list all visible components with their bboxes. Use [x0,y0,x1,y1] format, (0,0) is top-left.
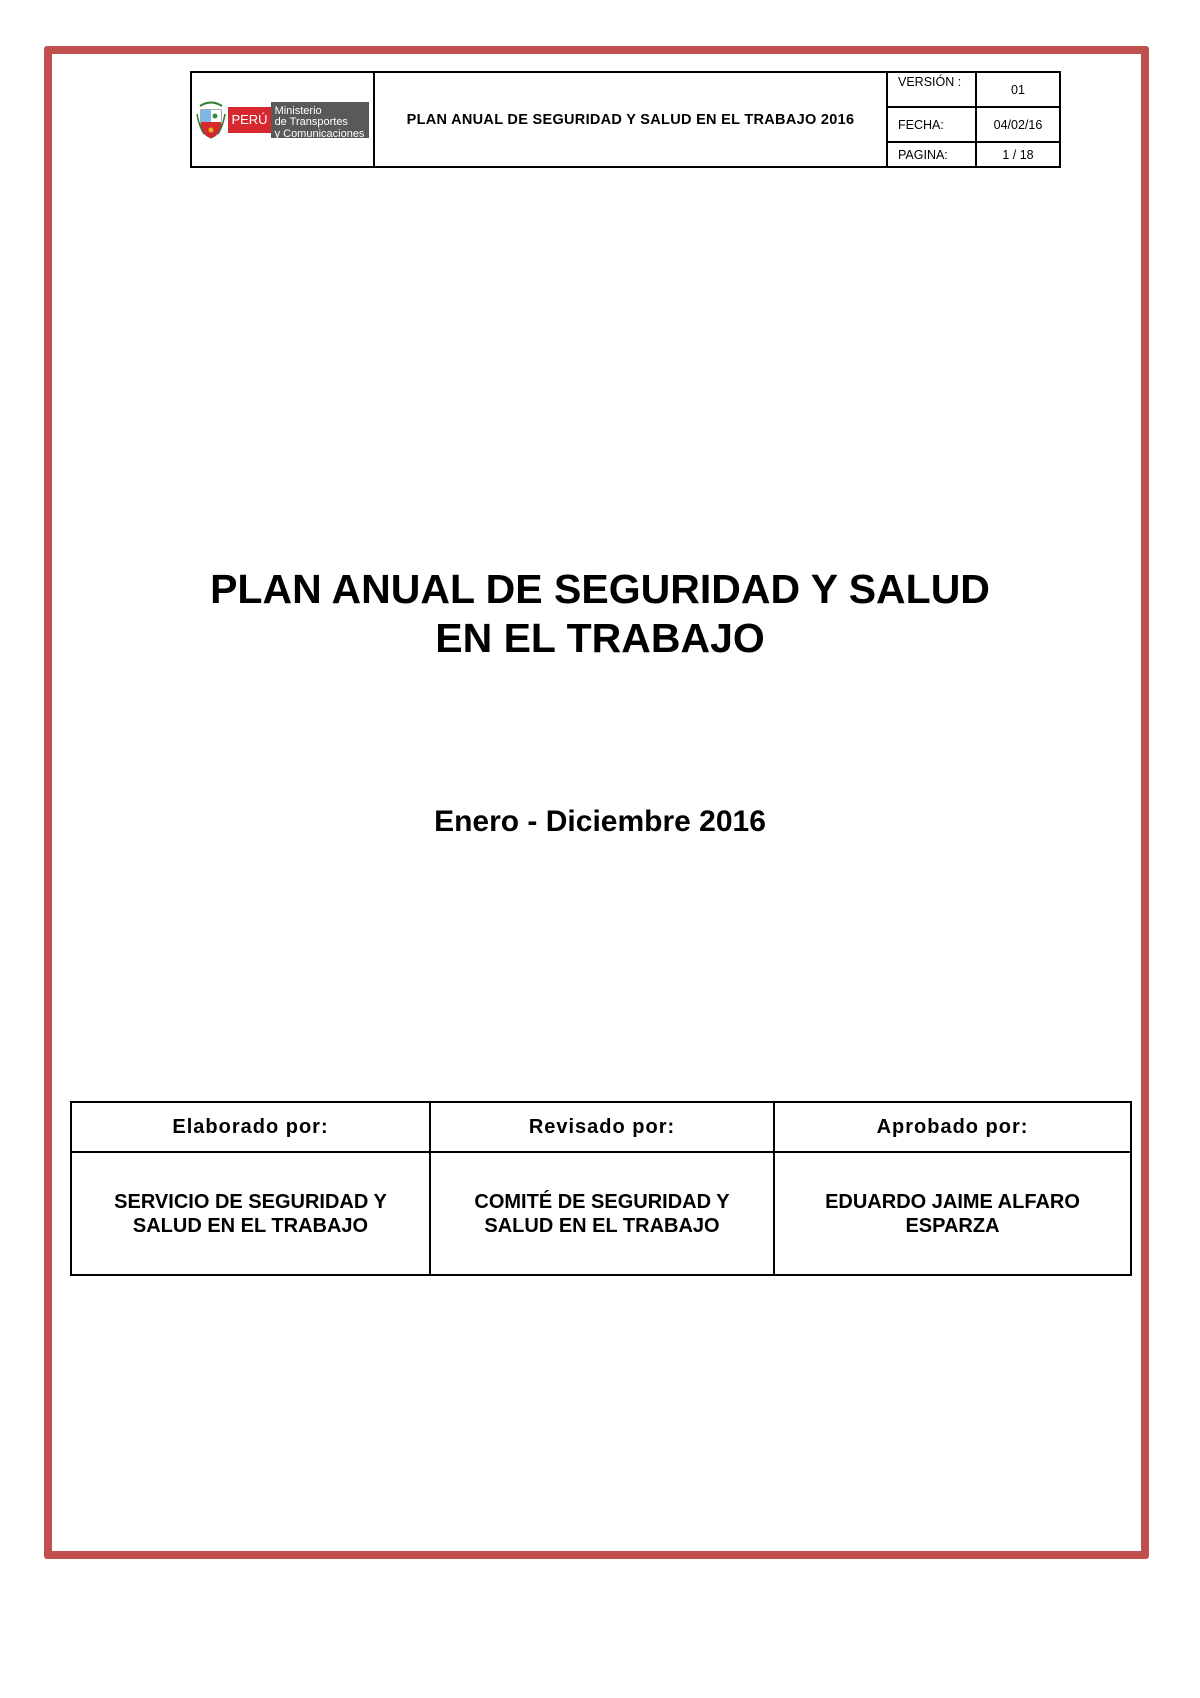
ministry-name-line: y Comunicaciones [274,127,365,138]
document-period: Enero - Diciembre 2016 [434,805,766,838]
date-label: FECHA: [888,108,977,141]
version-value: 01 [1011,82,1025,97]
meta-row-date [888,108,1059,143]
document-header-table [190,71,1061,168]
ministry-name-line: de Transportes [274,116,348,128]
signature-table [70,1101,1132,1276]
ministry-logo [196,98,368,142]
signature-column-approved [775,1103,1130,1274]
ministry-name-line: Ministerio [274,104,322,117]
page-border-frame [44,46,1149,1559]
date-value: 04/02/16 [993,117,1043,132]
header-meta [888,73,1059,166]
header-logo-cell [192,73,375,166]
signature-column-elaborated [72,1103,431,1274]
signature-column-reviewed [431,1103,775,1274]
peru-coat-of-arms-icon [196,100,226,140]
approved-label: Aprobado por: [775,1103,1130,1153]
document-title [100,565,1100,663]
page-label: PAGINA: [888,143,977,166]
elaborated-by: SERVICIO DE SEGURIDAD Y SALUD EN EL TRABAJO [114,1190,387,1237]
approved-by: EDUARDO JAIME ALFARO ESPARZA [825,1190,1080,1237]
ministry-name-box [271,102,369,138]
elaborated-label: Elaborado por: [72,1103,429,1153]
page-value: 1 / 18 [1002,147,1034,162]
meta-row-page [888,143,1059,166]
peru-label: PERÚ [228,107,270,133]
document-title-line: EN EL TRABAJO [435,615,765,661]
reviewed-label: Revisado por: [431,1103,773,1153]
meta-row-version [888,73,1059,108]
document-title-line: PLAN ANUAL DE SEGURIDAD Y SALUD [210,566,990,612]
header-title: PLAN ANUAL DE SEGURIDAD Y SALUD EN EL TRABAJO 2016 [375,73,888,166]
version-label: VERSIÓN : [888,73,977,106]
reviewed-by: COMITÉ DE SEGURIDAD Y SALUD EN EL TRABAJO [474,1190,730,1237]
